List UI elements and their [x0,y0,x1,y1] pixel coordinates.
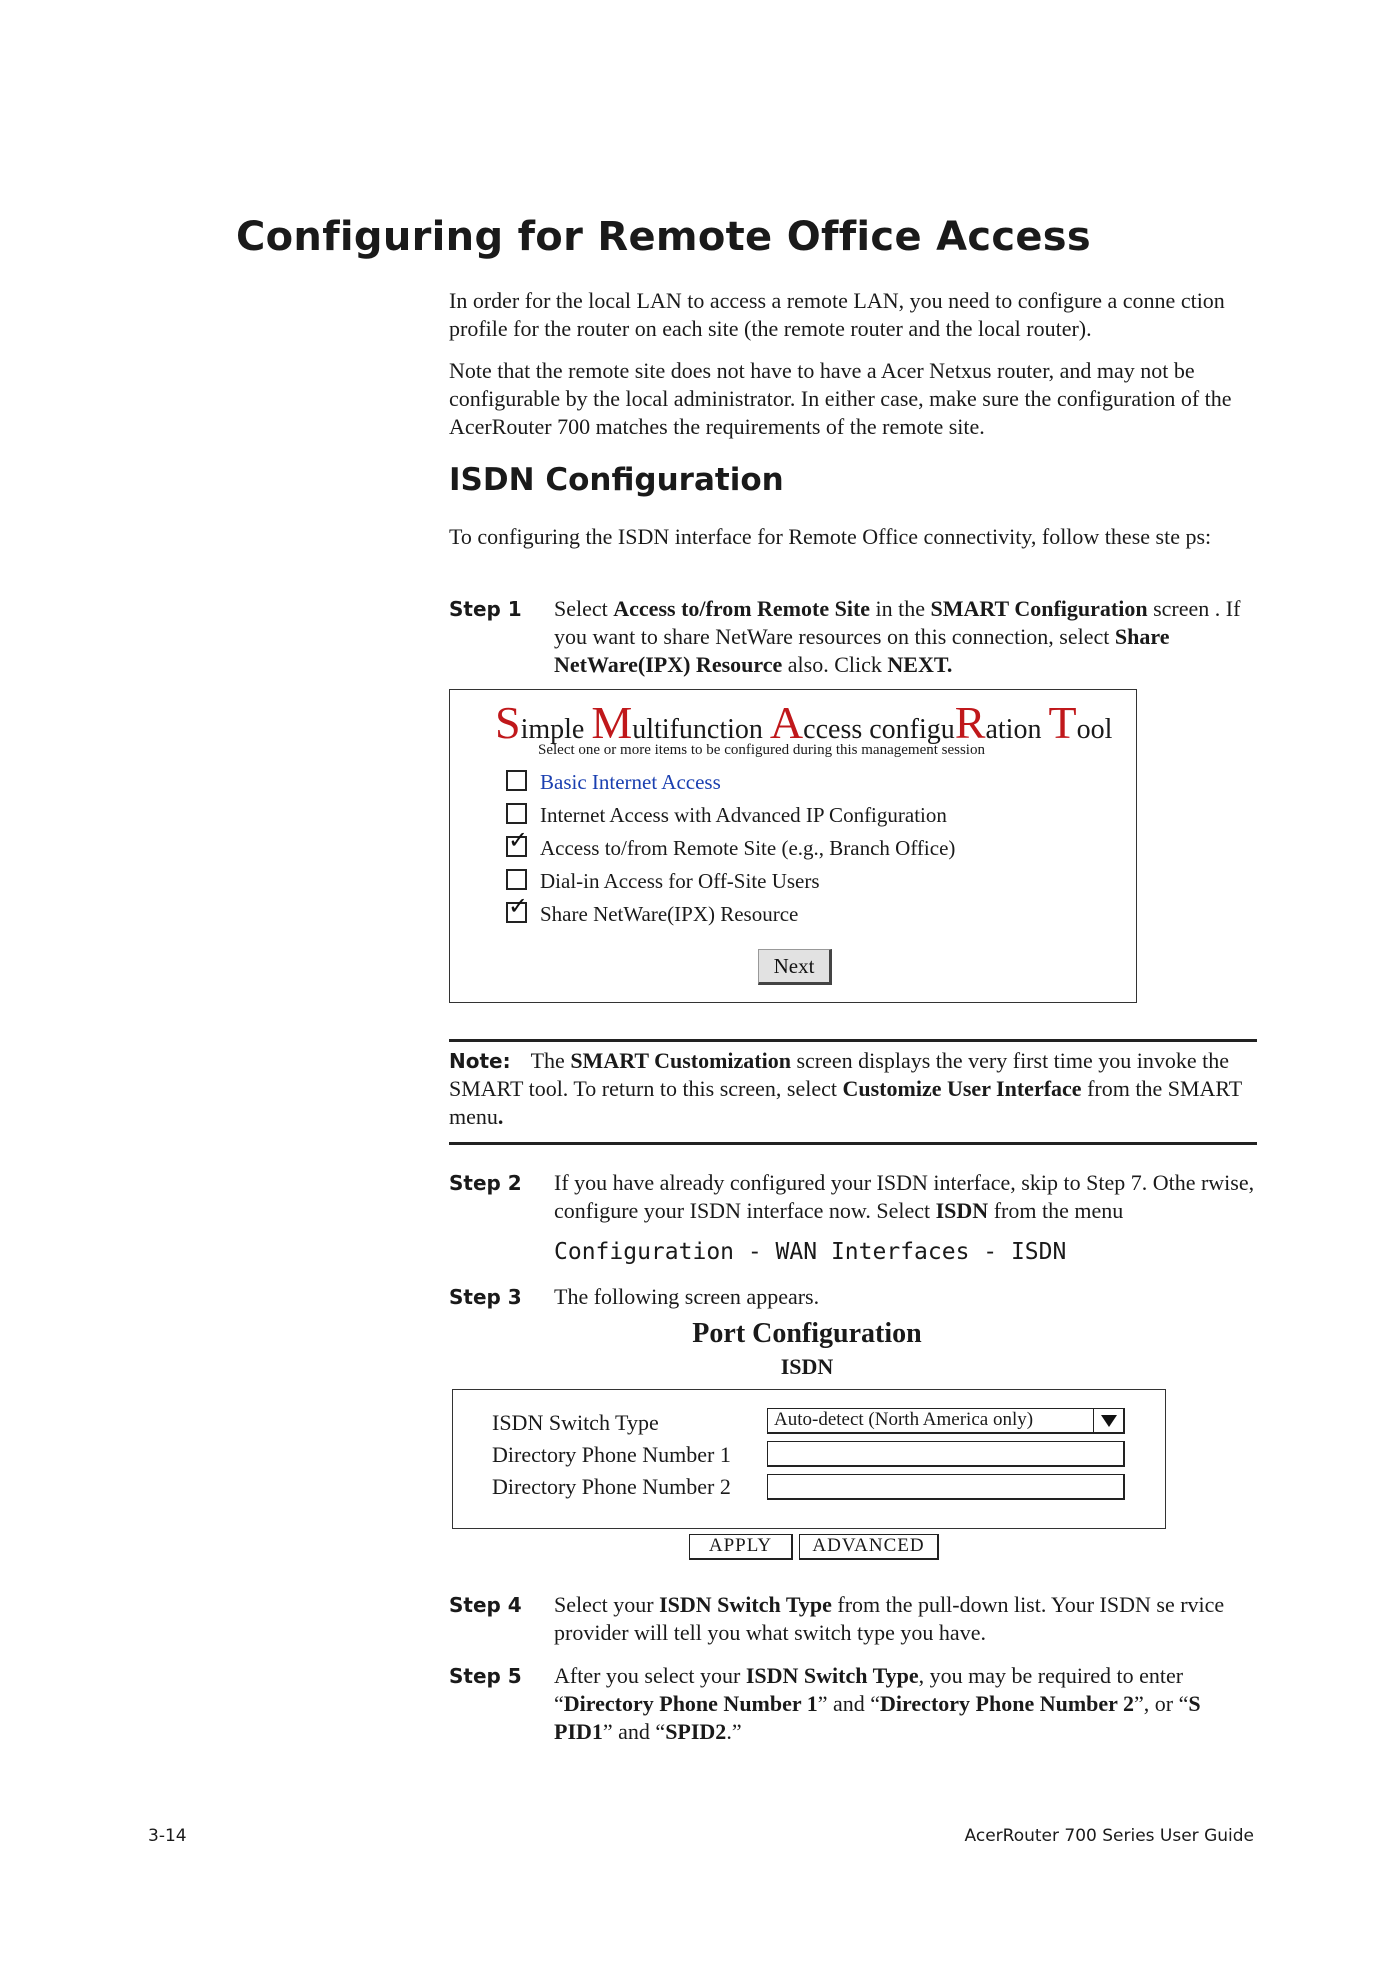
step-3 [449,1283,1259,1311]
step-label: Step 3 [449,1285,522,1309]
step-2 [449,1169,1259,1225]
checkbox[interactable] [506,770,527,791]
checkmark-icon: ✓ [508,828,529,854]
checkbox-checked[interactable] [506,828,529,857]
note-top-rule [449,1039,1257,1042]
checkbox-checked[interactable] [506,894,529,923]
dropdown-arrow-icon[interactable] [1093,1409,1123,1432]
section-heading: ISDN Configuration [449,462,784,498]
next-button[interactable]: Next [758,949,832,985]
intro-paragraph-2: Note that the remote site does not have to have a Acer Netxus router, and may not be configurable by the local administrator. In either case, make sure the configuration of the AcerRouter 700 matches the requirements of the remote site. [449,358,1232,439]
checkmark-icon: ✓ [508,894,529,920]
step-1 [449,595,1259,679]
guide-title: AcerRouter 700 Series User Guide [964,1826,1254,1846]
checkbox[interactable] [506,803,527,824]
step-5 [449,1662,1259,1746]
step-label: Step 1 [449,597,522,621]
switch-type-label: ISDN Switch Type [492,1410,659,1435]
apply-button[interactable]: APPLY [689,1534,793,1560]
step-label: Step 5 [449,1664,522,1688]
step-4 [449,1591,1259,1647]
switch-type-value: Auto-detect (North America only) [774,1409,1034,1430]
step-text: If you have already configured your ISDN interface, skip to Step 7. Othe rwise, configure your ISDN interface now. Select ISDN from the menu [554,1170,1255,1223]
checkbox[interactable] [506,869,527,890]
directory-number-2-input[interactable] [767,1474,1125,1500]
option-dial-in-access[interactable]: Dial-in Access for Off-Site Users [506,866,820,896]
step-label: Step 4 [449,1593,522,1617]
directory-number-1-label: Directory Phone Number 1 [492,1442,731,1467]
menu-path: Configuration - WAN Interfaces - ISDN [554,1239,1067,1265]
port-config-subtitle: ISDN [780,1354,834,1379]
note: Note: The SMART Customization screen displays the very first time you invoke the SMART tool. To return to this screen, select Customize User Interface from the SMART menu. [449,1048,1242,1129]
option-internet-advanced-ip[interactable]: Internet Access with Advanced IP Configuration [506,800,947,830]
note-bottom-rule [449,1142,1257,1145]
step-text: Select Access to/from Remote Site in the SMART Configuration screen . If you want to share NetWare resources on this connection, select Share NetWare(IPX) Resource also. Click NEXT. [554,596,1241,677]
option-remote-site-access[interactable]: ✓ Access to/from Remote Site (e.g., Branch Office) [508,828,956,860]
option-share-netware[interactable]: ✓ Share NetWare(IPX) Resource [508,894,799,926]
note-label: Note: [449,1049,511,1073]
page-title: Configuring for Remote Office Access [236,214,1092,260]
advanced-button[interactable]: ADVANCED [799,1534,939,1560]
step-label: Step 2 [449,1171,522,1195]
smart-subtitle: Select one or more items to be configured during this management session [538,742,985,758]
directory-number-2-label: Directory Phone Number 2 [492,1474,731,1499]
directory-number-1-input[interactable] [767,1441,1125,1467]
step-text: Select your ISDN Switch Type from the pull-down list. Your ISDN se rvice provider will tell you what switch type you have. [554,1592,1225,1645]
page-number: 3-14 [148,1826,187,1846]
step-text: The following screen appears. [554,1284,820,1309]
port-config-title: Port Configuration [692,1318,922,1349]
smart-configuration-panel [449,689,1137,1003]
smart-title: Simple Multifunction Access configuRation Tool [495,697,1113,748]
step-text: After you select your ISDN Switch Type, you may be required to enter “Directory Phone Number 1” and “Directory Phone Number 2”, or “S PID1” and “SPID2.” [554,1663,1201,1744]
option-basic-internet-access[interactable]: Basic Internet Access [506,767,721,797]
isdn-intro: To configuring the ISDN interface for Remote Office connectivity, follow these ste ps: [449,524,1212,549]
port-config-panel [452,1389,1166,1529]
intro-paragraph-1: In order for the local LAN to access a remote LAN, you need to configure a conne ction profile for the router on each site (the remote router and the local router). [449,288,1225,341]
switch-type-select[interactable] [767,1408,1125,1434]
